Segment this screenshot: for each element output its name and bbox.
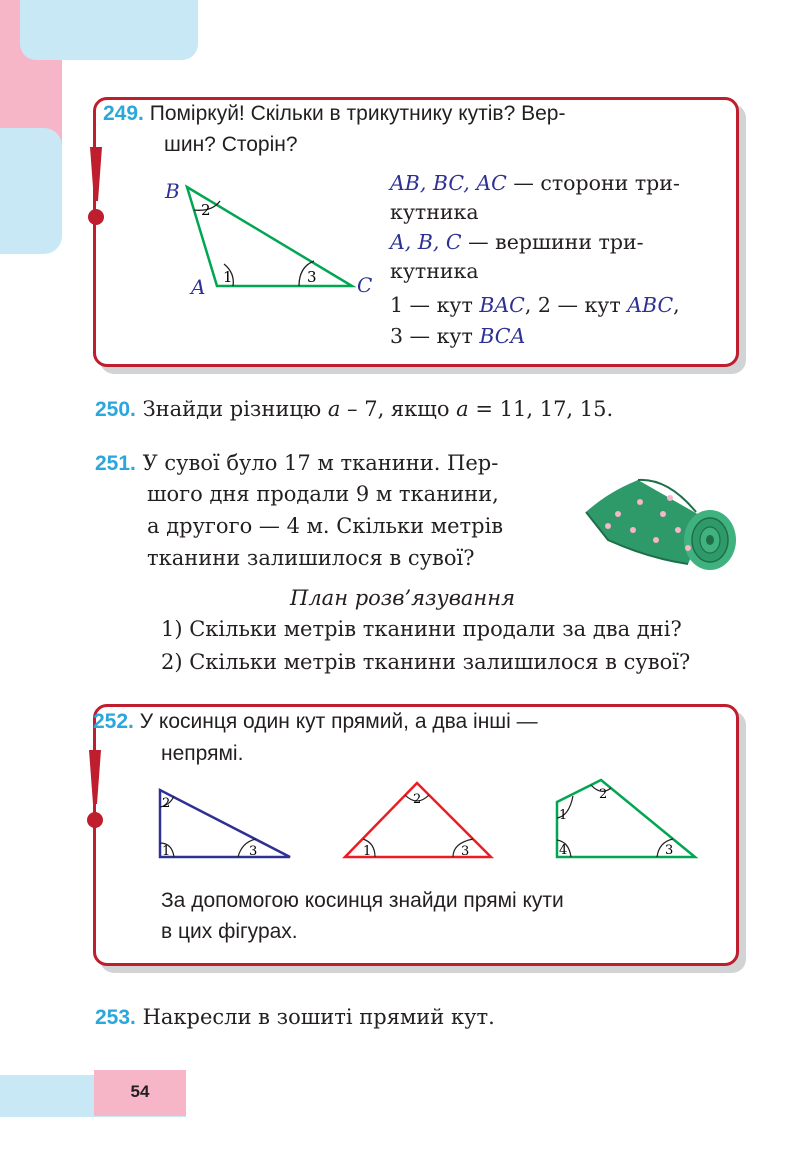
angle-label-4: 4	[559, 843, 568, 858]
task-252-line1	[93, 710, 538, 734]
vertex-label-c: C	[357, 273, 373, 297]
definition-text: 3 — кут	[390, 324, 480, 348]
definition-text: 1 — кут	[390, 293, 480, 317]
angle-name: BCA	[479, 324, 526, 348]
plan-title: План розв’язування	[290, 586, 516, 610]
task-252-line3: За допомогою косинця знайди прямі кути	[161, 889, 564, 912]
task-251-line1	[95, 451, 498, 476]
angle-label-3: 3	[461, 844, 470, 859]
task-number: 252.	[93, 710, 134, 733]
angle-label-3: 3	[307, 268, 317, 286]
task-249-line1	[103, 102, 565, 126]
task-text: Знайди різницю	[142, 397, 328, 421]
angle-name: ABC	[627, 293, 674, 317]
task-251-line3: а другого — 4 м. Скільки метрів	[147, 514, 504, 538]
plan-step-2: 2) Скільки метрів тканини залишилося в сувої?	[161, 650, 691, 674]
figure-quadrilateral	[545, 772, 705, 867]
corner-tab-blue-top	[20, 0, 198, 60]
angle-name: BAC	[479, 293, 525, 317]
figure-isosceles-triangle	[335, 775, 505, 867]
variable-a: a	[327, 397, 341, 421]
triangle-abc-diagram	[160, 170, 385, 300]
task-252-line2: непрямі.	[161, 742, 244, 765]
vertex-label-b: B	[165, 179, 180, 203]
definition-text: , 2 — кут	[524, 293, 628, 317]
definition-sides	[390, 171, 680, 195]
task-text: = 11, 17, 15.	[468, 397, 614, 421]
exclamation-icon	[84, 748, 106, 832]
task-253	[95, 1005, 495, 1030]
angle-label-2: 2	[413, 792, 422, 807]
definition-angles-1	[390, 293, 680, 317]
task-number: 249.	[103, 102, 144, 125]
angle-label-3: 3	[249, 844, 258, 859]
task-text: Поміркуй! Скільки в трикутнику кутів? Вер-	[149, 102, 566, 125]
angle-label-2: 2	[162, 796, 171, 811]
definition-text: ,	[673, 293, 680, 317]
definition-text: — вершини три-	[461, 230, 644, 254]
vertex-label-a: A	[191, 275, 206, 299]
angle-label-1: 1	[559, 808, 568, 823]
variable-a: a	[456, 397, 469, 421]
corner-tab-blue-side	[0, 128, 62, 254]
task-text: У сувої було 17 м тканини. Пер-	[142, 451, 499, 475]
task-251-line2: шого дня продали 9 м тканини,	[147, 482, 499, 506]
definition-vertices	[390, 230, 644, 254]
vertices-list: A, B, C	[390, 230, 462, 254]
plan-step-1: 1) Скільки метрів тканини продали за два дні?	[161, 617, 682, 641]
angle-label-2: 2	[201, 201, 211, 219]
task-text: – 7, якщо	[340, 397, 457, 421]
task-250	[95, 397, 613, 422]
task-251-line4: тканини залишилося в сувої?	[147, 546, 475, 570]
task-252-line4: в цих фігурах.	[161, 920, 298, 943]
angle-label-1: 1	[223, 268, 233, 286]
task-text: Накресли в зошиті прямий кут.	[142, 1005, 495, 1029]
definition-angles-2	[390, 324, 525, 348]
task-text: У косинця один кут прямий, а два інші —	[139, 710, 538, 733]
page-number: 54	[130, 1082, 150, 1101]
angle-label-1: 1	[162, 844, 171, 859]
angle-label-1: 1	[363, 844, 372, 859]
definition-text: — сторони три-	[506, 171, 680, 195]
exclamation-icon	[85, 145, 107, 229]
sides-list: AB, BC, AC	[390, 171, 507, 195]
fabric-roll-image	[578, 462, 744, 572]
definition-sides-cont: кутника	[390, 200, 479, 224]
triangle-abc	[187, 187, 352, 286]
task-number: 250.	[95, 398, 136, 421]
angle-label-3: 3	[665, 843, 674, 858]
definition-vertices-cont: кутника	[390, 259, 479, 283]
task-number: 251.	[95, 452, 136, 475]
figure-right-triangle	[150, 780, 300, 866]
task-number: 253.	[95, 1006, 136, 1029]
task-249-line2: шин? Сторін?	[164, 133, 298, 156]
angle-label-2: 2	[599, 787, 608, 802]
